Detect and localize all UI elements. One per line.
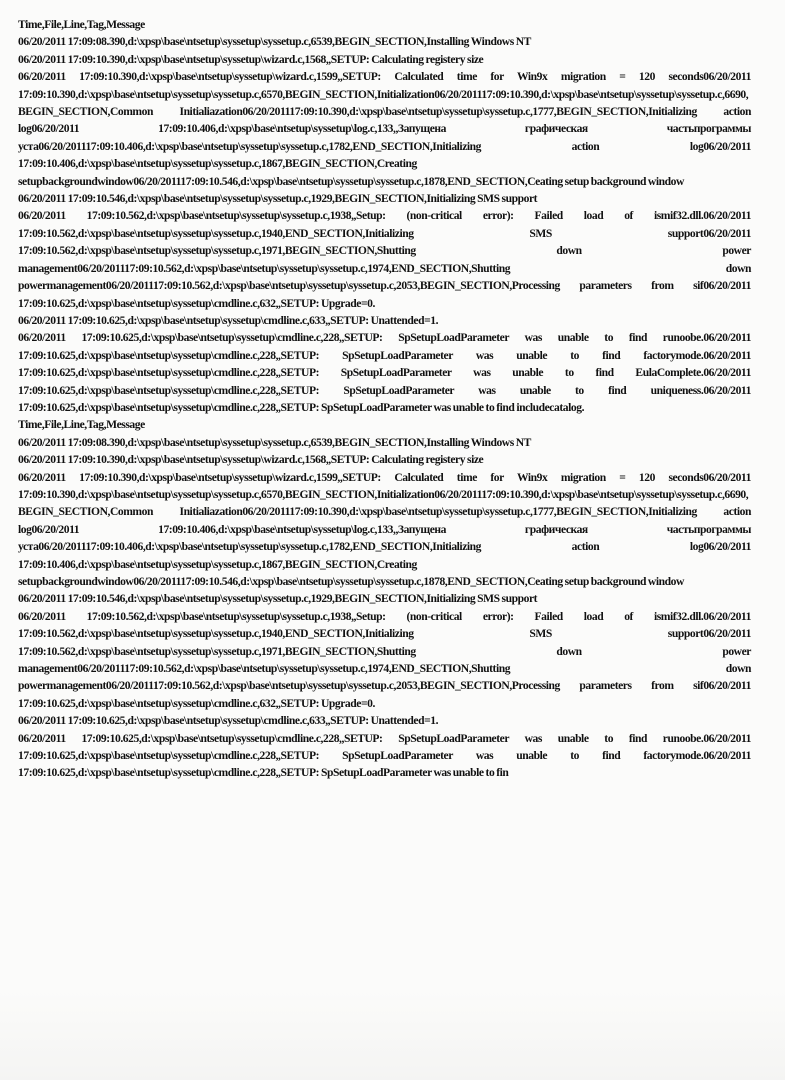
log-block-2	[18, 416, 751, 782]
log-entry: 06/20/2011 17:09:10.390,d:\xpsp\base\ntsetup\syssetup\wizard.c,1568,,SETUP: Calculating registery size	[18, 52, 484, 66]
log-header-line: Time,File,Line,Tag,Message	[18, 418, 145, 432]
log-entry: 06/20/2011 17:09:10.625,d:\xpsp\base\ntsetup\syssetup\cmdline.c,228,,SETUP: SpSetupLoadParameter was unable to find runoobe.06/20/2011 17:09:10.625,d:\xpsp\base\ntsetup\syssetup\cmdline.c,228,,SETUP: SpSetupLoadParameter was unable to find factorymode.06/20/2011 17:09:10.625,d:\xpsp\base\ntsetup\syssetup\cmdline.c,228,,SETUP: SpSetupLoadParameter was unable to find EulaComplete.06/20/2011 17:09:10.625,d:\xpsp\base\ntsetup\syssetup\cmdline.c,228,,SETUP: SpSetupLoadParameter was unable to find uniqueness.06/20/2011 17:09:10.625,d:\xpsp\base\ntsetup\syssetup\cmdline.c,228,,SETUP: SpSetupLoadParameter was unable to find includecatalog.	[18, 331, 751, 414]
log-entry: 06/20/2011 17:09:10.390,d:\xpsp\base\ntsetup\syssetup\wizard.c,1568,,SETUP: Calculating registery size	[18, 453, 484, 467]
log-entry: 06/20/2011 17:09:08.390,d:\xpsp\base\ntsetup\syssetup\syssetup.c,6539,BEGIN_SECTION,Installing Windows NT	[18, 435, 531, 449]
log-entry: 06/20/2011 17:09:10.562,d:\xpsp\base\ntsetup\syssetup\syssetup.c,1938,,Setup: (non-critical error): Failed load of ismif32.dll.06/20/2011 17:09:10.562,d:\xpsp\base\ntsetup\syssetup\syssetup.c,1940,END_SECTION,Initializing SMS support06/20/2011 17:09:10.562,d:\xpsp\base\ntsetup\syssetup\syssetup.c,1971,BEGIN_SECTION,Shutting down power management06/20/201117:09:10.562,d:\xpsp\base\ntsetup\syssetup\syssetup.c,1974,END_SECTION,Shutting down powermanagement06/20/201117:09:10.562,d:\xpsp\base\ntsetup\syssetup\syssetup.c,2053,BEGIN_SECTION,Processing parameters from sif06/20/2011 17:09:10.625,d:\xpsp\base\ntsetup\syssetup\cmdline.c,632,,SETUP: Upgrade=0.	[18, 609, 751, 710]
log-entry: 06/20/2011 17:09:08.390,d:\xpsp\base\ntsetup\syssetup\syssetup.c,6539,BEGIN_SECTION,Installing Windows NT	[18, 35, 531, 49]
log-entry: 06/20/2011 17:09:10.625,d:\xpsp\base\ntsetup\syssetup\cmdline.c,633,,SETUP: Unattended=1.	[18, 313, 439, 327]
log-entry: 06/20/2011 17:09:10.546,d:\xpsp\base\ntsetup\syssetup\syssetup.c,1929,BEGIN_SECTION,Initializing SMS support	[18, 192, 538, 206]
log-block-1	[18, 16, 751, 416]
log-header-line: Time,File,Line,Tag,Message	[18, 18, 145, 31]
log-entry: 06/20/2011 17:09:10.625,d:\xpsp\base\ntsetup\syssetup\cmdline.c,633,,SETUP: Unattended=1.	[18, 714, 439, 728]
log-entry: 06/20/2011 17:09:10.625,d:\xpsp\base\ntsetup\syssetup\cmdline.c,228,,SETUP: SpSetupLoadParameter was unable to find runoobe.06/20/2011 17:09:10.625,d:\xpsp\base\ntsetup\syssetup\cmdline.c,228,,SETUP: SpSetupLoadParameter was unable to find factorymode.06/20/2011 17:09:10.625,d:\xpsp\base\ntsetup\syssetup\cmdline.c,228,,SETUP: SpSetupLoadParameter was unable to fin	[18, 731, 751, 780]
log-entry: 06/20/2011 17:09:10.546,d:\xpsp\base\ntsetup\syssetup\syssetup.c,1929,BEGIN_SECTION,Initializing SMS support	[18, 592, 538, 606]
log-entry: 06/20/2011 17:09:10.562,d:\xpsp\base\ntsetup\syssetup\syssetup.c,1938,,Setup: (non-critical error): Failed load of ismif32.dll.06/20/2011 17:09:10.562,d:\xpsp\base\ntsetup\syssetup\syssetup.c,1940,END_SECTION,Initializing SMS support06/20/2011 17:09:10.562,d:\xpsp\base\ntsetup\syssetup\syssetup.c,1971,BEGIN_SECTION,Shutting down power management06/20/201117:09:10.562,d:\xpsp\base\ntsetup\syssetup\syssetup.c,1974,END_SECTION,Shutting down powermanagement06/20/201117:09:10.562,d:\xpsp\base\ntsetup\syssetup\syssetup.c,2053,BEGIN_SECTION,Processing parameters from sif06/20/2011 17:09:10.625,d:\xpsp\base\ntsetup\syssetup\cmdline.c,632,,SETUP: Upgrade=0.	[18, 209, 751, 310]
log-entry: 06/20/2011 17:09:10.390,d:\xpsp\base\ntsetup\syssetup\wizard.c,1599,,SETUP: Calculated time for Win9x migration = 120 seconds06/20/2011 17:09:10.390,d:\xpsp\base\ntsetup\syssetup\syssetup.c,6570,BEGIN_SECTION,Initialization06/20/201117:09:10.390,d:\xpsp\base\ntsetup\syssetup\syssetup.c,6690,BEGIN_SECTION,Common Initialiazation06/20/201117:09:10.390,d:\xpsp\base\ntsetup\syssetup\syssetup.c,1777,BEGIN_SECTION,Initializing action log06/20/2011 17:09:10.406,d:\xpsp\base\ntsetup\syssetup\log.c,133,,Запущена графическая частьпрограммы уста06/20/201117:09:10.406,d:\xpsp\base\ntsetup\syssetup\syssetup.c,1782,END_SECTION,Initializing action log06/20/2011 17:09:10.406,d:\xpsp\base\ntsetup\syssetup\syssetup.c,1867,BEGIN_SECTION,Creating setupbackgroundwindow06/20/201117:09:10.546,d:\xpsp\base\ntsetup\syssetup\syssetup.c,1878,END_SECTION,Ceating setup background window	[18, 470, 751, 588]
log-entry: 06/20/2011 17:09:10.390,d:\xpsp\base\ntsetup\syssetup\wizard.c,1599,,SETUP: Calculated time for Win9x migration = 120 seconds06/20/2011 17:09:10.390,d:\xpsp\base\ntsetup\syssetup\syssetup.c,6570,BEGIN_SECTION,Initialization06/20/201117:09:10.390,d:\xpsp\base\ntsetup\syssetup\syssetup.c,6690,BEGIN_SECTION,Common Initialiazation06/20/201117:09:10.390,d:\xpsp\base\ntsetup\syssetup\syssetup.c,1777,BEGIN_SECTION,Initializing action log06/20/2011 17:09:10.406,d:\xpsp\base\ntsetup\syssetup\log.c,133,,Запущена графическая частьпрограммы уста06/20/201117:09:10.406,d:\xpsp\base\ntsetup\syssetup\syssetup.c,1782,END_SECTION,Initializing action log06/20/2011 17:09:10.406,d:\xpsp\base\ntsetup\syssetup\syssetup.c,1867,BEGIN_SECTION,Creating setupbackgroundwindow06/20/201117:09:10.546,d:\xpsp\base\ntsetup\syssetup\syssetup.c,1878,END_SECTION,Ceating setup background window	[18, 70, 751, 188]
